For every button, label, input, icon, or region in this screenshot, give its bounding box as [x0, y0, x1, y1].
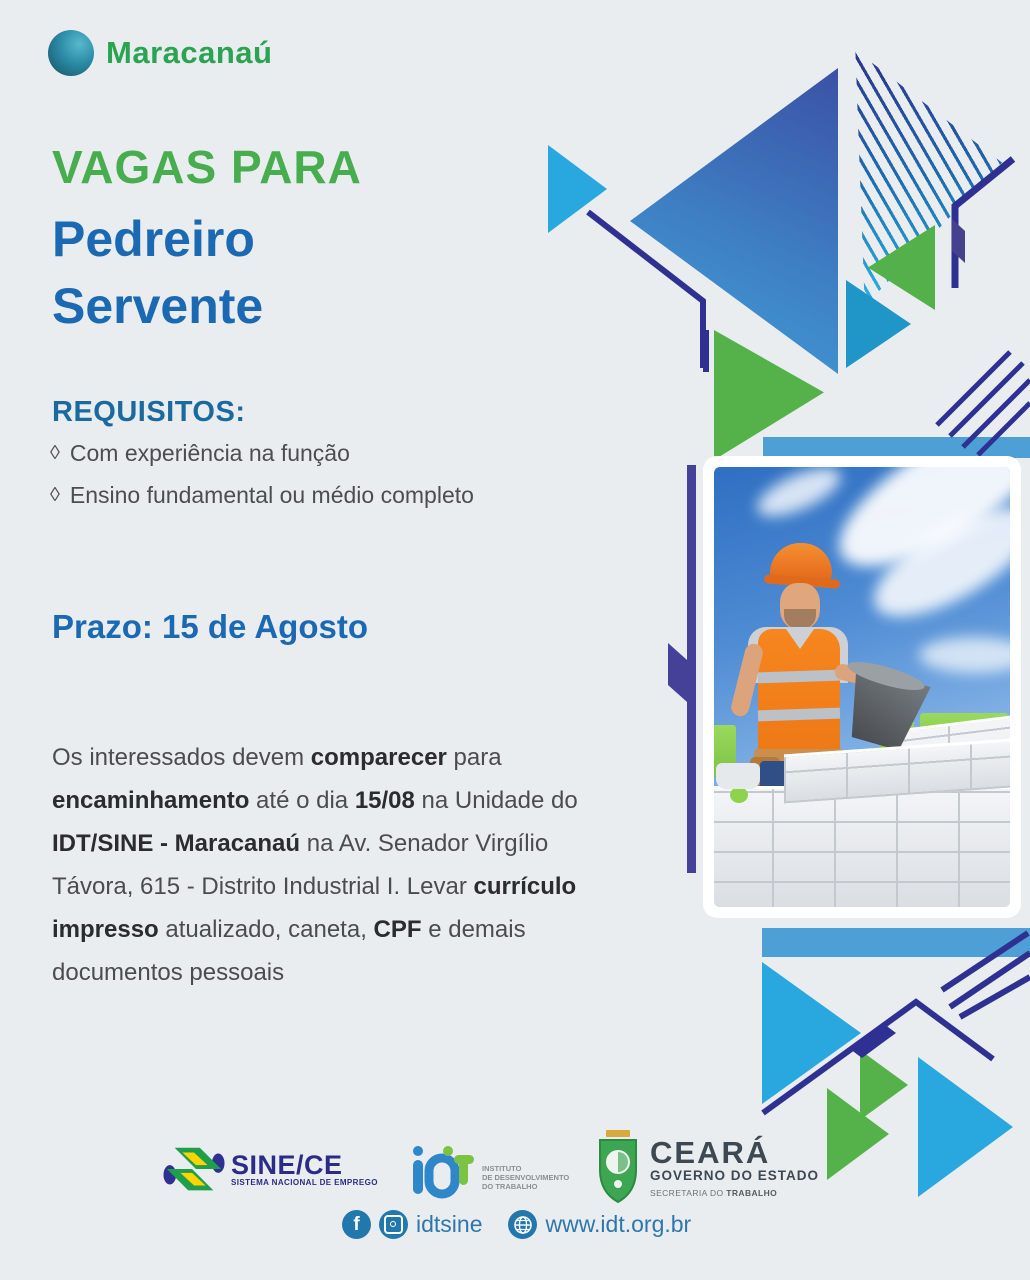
paragraph-line: encaminhamento até o dia 15/08 na Unidade do [52, 787, 578, 814]
worker-photo [714, 467, 1010, 907]
globe-icon [508, 1210, 537, 1239]
mortar-tub [716, 763, 760, 789]
deco-triangle-teal [846, 280, 911, 368]
social-handle[interactable]: idtsine [416, 1211, 483, 1237]
vest [758, 629, 840, 753]
ceara-shield-icon [596, 1128, 640, 1208]
diamond-bullet-icon: ◊ [50, 441, 60, 464]
diamond-bullet-icon: ◊ [50, 483, 60, 506]
deco-bar-bottom [762, 928, 1030, 957]
requirements-title: REQUISITOS: [52, 396, 246, 428]
social-row [342, 1210, 691, 1239]
worker-photo-frame [703, 456, 1021, 918]
cloud [751, 467, 847, 526]
idt-caption-line: DE DESENVOLVIMENTO [482, 1173, 570, 1182]
sine-ce-name: SINE/CE [231, 1149, 343, 1180]
green-ball [730, 787, 748, 803]
deco-triangle-green-bottom2 [860, 1050, 908, 1120]
sine-ce-logo [163, 1144, 378, 1194]
maracanau-sphere-icon [48, 30, 94, 76]
deco-triangle-cyan-bottom1 [762, 962, 861, 1104]
sine-ce-icon [163, 1144, 225, 1194]
website-url[interactable]: www.idt.org.br [545, 1211, 692, 1237]
idt-caption [482, 1164, 569, 1199]
requirement-item: ◊ Ensino fundamental ou médio completo [50, 481, 474, 508]
maracanau-logo [48, 30, 272, 76]
block-wall-front [714, 786, 1010, 907]
deco-triangle-cyan-small [548, 145, 607, 233]
requirements-list [50, 432, 474, 516]
idt-caption-line: DO TRABALHO [482, 1182, 538, 1191]
ceara-governo: GOVERNO DO ESTADO [650, 1168, 820, 1183]
kicker-vagas-para: VAGAS PARA [52, 141, 362, 193]
maracanau-logo-text: Maracanaú [106, 35, 273, 70]
job-title-pedreiro: Pedreiro [52, 211, 255, 267]
requirement-item: ◊ Com experiência na função [50, 439, 350, 466]
instagram-icon[interactable] [379, 1210, 408, 1239]
deco-triangle-blue-large [630, 68, 838, 374]
paragraph-line: Távora, 615 - Distrito Industrial I. Levar currículo [52, 873, 577, 900]
idt-caption-line: INSTITUTO [482, 1164, 522, 1173]
paragraph-line: Os interessados devem comparecer para [52, 744, 502, 771]
job-title-servente: Servente [52, 278, 264, 334]
ceara-name: CEARÁ [650, 1135, 771, 1170]
idt-icon [408, 1143, 476, 1199]
sine-ce-tagline: SISTEMA NACIONAL DE EMPREGO [231, 1177, 378, 1187]
paragraph-line: documentos pessoais [52, 959, 285, 986]
deco-triangle-cyan-bottom2 [918, 1057, 1013, 1197]
facebook-icon[interactable] [342, 1210, 371, 1239]
ceara-secretaria-prefix: SECRETARIA DO [650, 1188, 727, 1198]
globe-glyph [513, 1215, 533, 1235]
ceara-secretaria [650, 1188, 819, 1198]
instagram-glyph [384, 1215, 403, 1234]
deadline-text: Prazo: 15 de Agosto [52, 608, 368, 645]
job-titles [52, 206, 263, 340]
ceara-secretaria-bold: TRABALHO [726, 1188, 778, 1198]
facebook-glyph: f [353, 1213, 360, 1235]
ceara-logo [596, 1128, 819, 1208]
paragraph-line: impresso atualizado, caneta, CPF e demais [52, 916, 526, 943]
idt-logo [408, 1143, 569, 1199]
paragraph-line: IDT/SINE - Maracanaú na Av. Senador Virgílio [52, 830, 549, 857]
cloud [919, 637, 1010, 673]
instructions-paragraph [52, 736, 712, 994]
deco-bar-top [763, 437, 1030, 458]
